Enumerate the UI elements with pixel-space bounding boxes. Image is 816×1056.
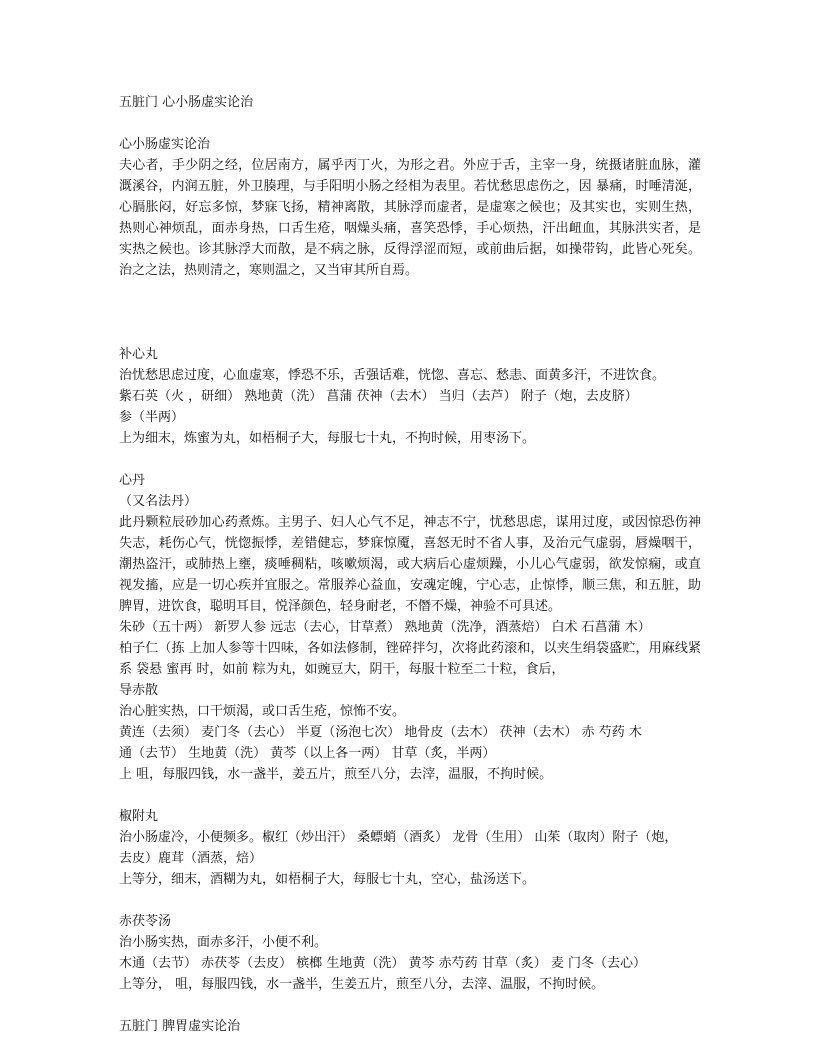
formula-indication-cont: 去皮）鹿茸（酒蒸，焙） (119, 851, 263, 866)
formula-alias: （又名法丹） (119, 494, 198, 509)
formula-ingredients-cont: 通（去节） 生地黄（洗） 黄芩（以上各一两） 甘草（炙，半两） (119, 746, 496, 761)
formula-indication: 治小肠实热，面赤多汗，小便不利。 (119, 935, 328, 950)
formula-ingredients: 木通（去节） 赤茯苓（去皮） 槟榔 生地黄（洗） 黄芩 赤芍药 甘草（炙） 麦 门冬（去心） (119, 956, 647, 971)
formula-title-xindan: 心丹 (119, 473, 146, 488)
formula-title-daochisan: 导赤散 (119, 683, 159, 698)
formula-preparation: 上等分，细末，酒糊为丸，如梧桐子大，每服七十丸，空心，盐汤送下。 (119, 872, 536, 887)
section-header: 五脏门 脾胃虚实论治 (119, 1019, 241, 1034)
formula-indication: 治忧愁思虑过度，心血虚寒，悸恐不乐，舌强话难，恍惚、喜忘、愁恚、面黄多汗，不进饮食。 (119, 368, 666, 383)
formula-description: 此丹颗粒辰砂加心药煮炼。主男子、妇人心气不足，神志不宁，忧愁思虑，谋用过度，或因惊恐伤神失志，耗伤心气，恍惚振悸，差错健忘，梦寐惊魇，喜怒无时不省人事，及治元气虚弱，唇燥咽干，潮热盗汗，或肺热上壅，痰唾稠粘，咳嗽烦渴，或大病后心虚烦躁，小儿心气虚弱，欲发惊痫，或直视发搐，应是一切心疾并宜服之。常服养心益血，安魂定魄，宁心志，止惊悸，顺三焦，和五脏，助脾胃，进饮食，聪明耳目，悦泽颜色，轻身耐老，不僭不燥，神验不可具述。 (119, 515, 701, 614)
formula-preparation: 上等分， 咀，每服四钱，水一盏半，生姜五片，煎至八分，去滓、温服，不拘时候。 (119, 977, 605, 992)
formula-ingredients: 黄连（去须） 麦门冬（去心） 半夏（汤泡七次） 地骨皮（去木） 茯神（去木） 赤 芍药 木 (119, 725, 642, 740)
formula-preparation: 上为细末，炼蜜为丸，如梧桐子大，每服七十丸，不拘时候，用枣汤下。 (119, 431, 536, 446)
document-page (119, 92, 701, 1037)
formula-ingredients: 紫石英（火 ，研细） 熟地黄（洗） 菖蒲 茯神（去木） 当归（去芦） 附子（炮，去皮脐） (119, 389, 638, 404)
formula-ingredients: 朱砂（五十两） 新罗人参 远志（去心，甘草煮） 熟地黄（洗净，酒蒸焙） 白术 石菖蒲 木） (119, 620, 651, 635)
theory-paragraph: 夫心者，手少阴之经，位居南方，属乎丙丁火，为形之君。外应于舌，主宰一身，统摄诸脏血脉，灌溉溪谷，内润五脏，外卫腠理，与手阳明小肠之经相为表里。若忧愁思虑伤之，因 暴痛，时唾清涎，心膈胀闷，好忘多惊，梦寐飞扬，精神离散，其脉浮而虚者，是虚寒之候也；及其实也，实则生热，热则心神烦乱，面赤身热，口舌生疮，咽燥头痛，喜笑恐悸，手心烦热，汗出衄血，其脉洪实者，是实热之候也。诊其脉浮大而散，是不病之脉，反得浮涩而短，或前曲后据，如操带钩，此皆心死矣。治之之法，热则清之，寒则温之，又当审其所自焉。 (119, 158, 701, 278)
formula-ingredients-cont: 柏子仁（拣 上加人参等十四味，各如法修制，锉碎拌匀，次将此药滚和，以夹生绢袋盛贮，用麻线紧系 袋悬 蜜再 时，如前 粽为丸，如豌豆大，阴干，每服十粒至二十粒，食后， (119, 641, 701, 677)
theory-title: 心小肠虚实论治 (119, 137, 211, 152)
formula-indication: 治小肠虚冷，小便频多。椒红（炒出汗） 桑螵蛸（酒炙） 龙骨（生用） 山茱（取肉）附子（炮， (119, 830, 678, 845)
formula-indication: 治心脏实热，口干烦渴，或口舌生疮，惊怖不安。 (119, 704, 406, 719)
formula-ingredients-cont: 参（半两） (119, 410, 185, 425)
formula-title-chifulingtang: 赤茯苓汤 (119, 914, 172, 929)
section-header: 五脏门 心小肠虚实论治 (119, 95, 254, 110)
formula-preparation: 上 咀，每服四钱，水一盏半，姜五片，煎至八分，去滓，温服，不拘时候。 (119, 767, 553, 782)
formula-title-buxinwan: 补心丸 (119, 347, 159, 362)
formula-title-jiaofuwan: 椒附丸 (119, 809, 159, 824)
